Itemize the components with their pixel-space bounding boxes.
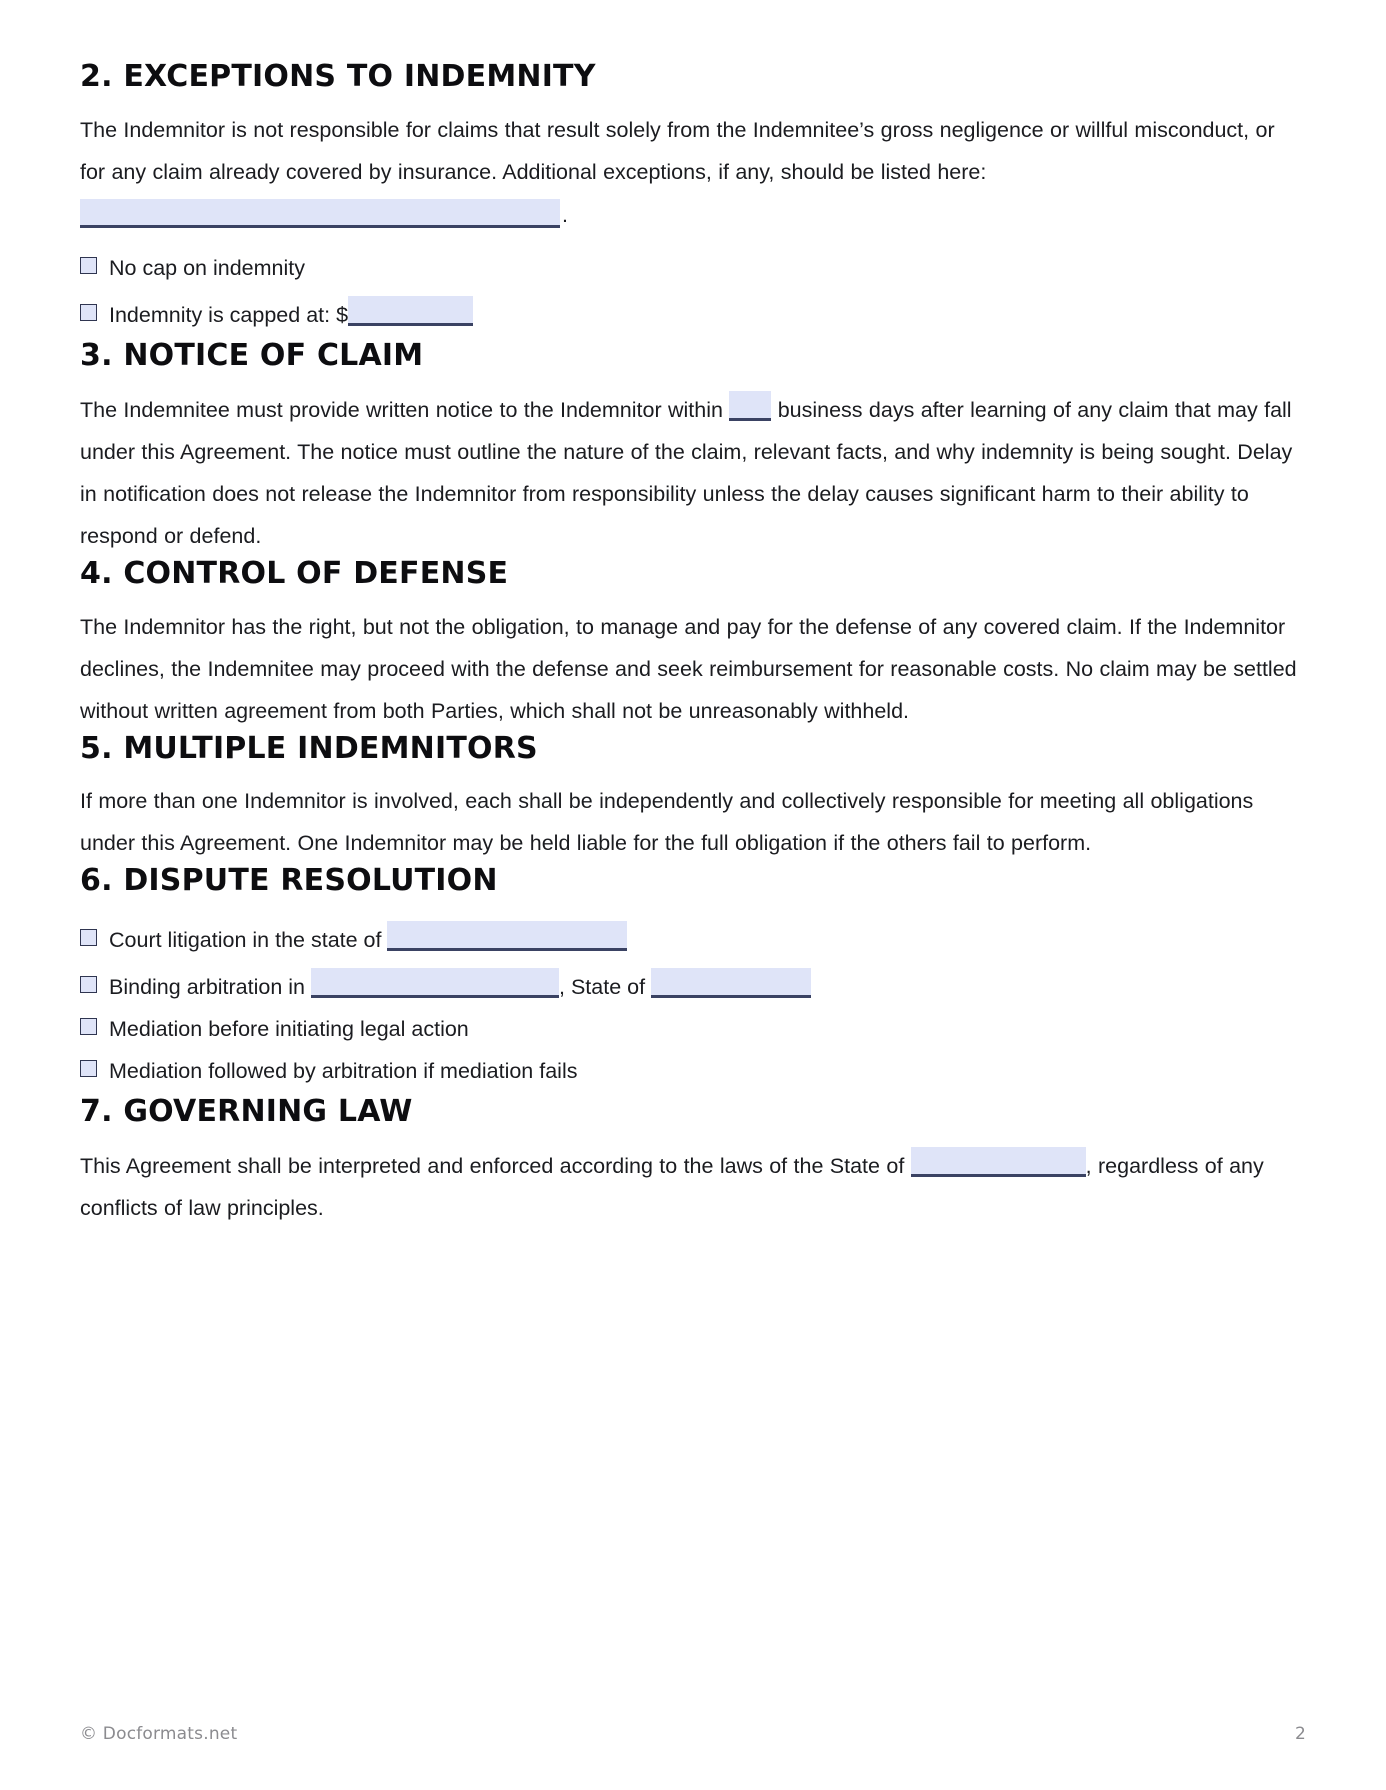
- checkbox-option-label-mid: , State of: [559, 974, 646, 999]
- additional-exceptions-blank[interactable]: [80, 199, 560, 228]
- checkbox-option-label: No cap on indemnity: [109, 255, 305, 280]
- section-paragraph-multiple-indemnitors: If more than one Indemnitor is involved, each shall be independently and collectively responsible for meeting all obligations under this Agreement. One Indemnitor may be held liable for the full obligation if the others fail to perform.: [80, 789, 1254, 855]
- section-paragraph-exceptions: The Indemnitor is not responsible for claims that result solely from the Indemnitee’s gross negligence or willful misconduct, or for any claim already covered by insurance. Additional exceptions, if any, should be listed here:: [80, 117, 1275, 184]
- section-paragraph-governing-law: [80, 1143, 1306, 1229]
- checkbox-option-label: Binding arbitration in: [109, 974, 306, 999]
- binding-arbitration-city-blank[interactable]: [311, 968, 559, 998]
- section-heading-control-of-defense: 4. CONTROL OF DEFENSE: [80, 556, 509, 591]
- notice-text-after-blank: business days after learning of any claim that may fall under this Agreement. The notice must outline the nature of the claim, relevant facts, and why indemnity is being sought. Delay in notification does not release the Indemnitor from responsibility unless the delay causes significant harm to their ability to respond or defend.: [80, 398, 1293, 548]
- dispute-resolution-options: [80, 917, 1306, 1089]
- notice-business-days-blank[interactable]: [729, 391, 771, 421]
- footer-page-number: 2: [1294, 1724, 1306, 1744]
- section-paragraph-notice-of-claim: [80, 387, 1306, 557]
- notice-text-before-blank: The Indemnitee must provide written notice to the Indemnitor within: [80, 398, 723, 422]
- governing-law-text-before-blank: This Agreement shall be interpreted and enforced according to the laws of the State of: [80, 1154, 905, 1178]
- checkbox-icon[interactable]: [80, 976, 97, 993]
- checkbox-option-binding-arbitration[interactable]: [80, 964, 1306, 1005]
- checkbox-icon[interactable]: [80, 257, 97, 274]
- section-heading-multiple-indemnitors: 5. MULTIPLE INDEMNITORS: [80, 730, 538, 766]
- exceptions-blank-row: [80, 197, 1306, 228]
- checkbox-icon[interactable]: [80, 929, 97, 946]
- indemnity-cap-options: [80, 250, 1306, 333]
- checkbox-icon[interactable]: [80, 1018, 97, 1035]
- footer-copyright: © Docformats.net: [80, 1724, 238, 1744]
- indemnity-cap-amount-blank[interactable]: [348, 296, 473, 326]
- page-footer: [80, 1724, 1306, 1744]
- checkbox-option-court-litigation[interactable]: [80, 917, 1306, 958]
- section-heading-exceptions: 2. EXCEPTIONS TO INDEMNITY: [80, 59, 596, 94]
- checkbox-option-mediation-then-arbitration[interactable]: [80, 1053, 1306, 1089]
- binding-arbitration-state-blank[interactable]: [651, 968, 811, 998]
- checkbox-option-label: Mediation followed by arbitration if mediation fails: [109, 1058, 578, 1083]
- checkbox-option-label: Mediation before initiating legal action: [109, 1016, 469, 1041]
- section-heading-governing-law: 7. GOVERNING LAW: [80, 1093, 413, 1129]
- page-content: [80, 60, 1306, 1229]
- section-heading-dispute-resolution: 6. DISPUTE RESOLUTION: [80, 863, 498, 898]
- governing-law-text-after-blank: , regardless of any conflicts of law principles.: [80, 1154, 1264, 1220]
- checkbox-icon[interactable]: [80, 304, 97, 321]
- checkbox-icon[interactable]: [80, 1060, 97, 1077]
- checkbox-option-label: Indemnity is capped at: $: [109, 302, 349, 327]
- checkbox-option-capped[interactable]: [80, 292, 1306, 333]
- checkbox-option-label: Court litigation in the state of: [109, 927, 382, 952]
- checkbox-option-no-cap[interactable]: [80, 250, 1306, 286]
- governing-law-state-blank[interactable]: [911, 1147, 1086, 1177]
- section-heading-notice-of-claim: 3. NOTICE OF CLAIM: [80, 337, 424, 373]
- checkbox-option-mediation-first[interactable]: [80, 1011, 1306, 1047]
- additional-exceptions-trailing-period: .: [562, 202, 568, 227]
- court-litigation-state-blank[interactable]: [387, 921, 627, 951]
- section-paragraph-control-of-defense: The Indemnitor has the right, but not the obligation, to manage and pay for the defense of any covered claim. If the Indemnitor declines, the Indemnitee may proceed with the defense and seek reimbursement for reasonable costs. No claim may be settled without written agreement from both Parties, which shall not be unreasonably withheld.: [80, 614, 1297, 723]
